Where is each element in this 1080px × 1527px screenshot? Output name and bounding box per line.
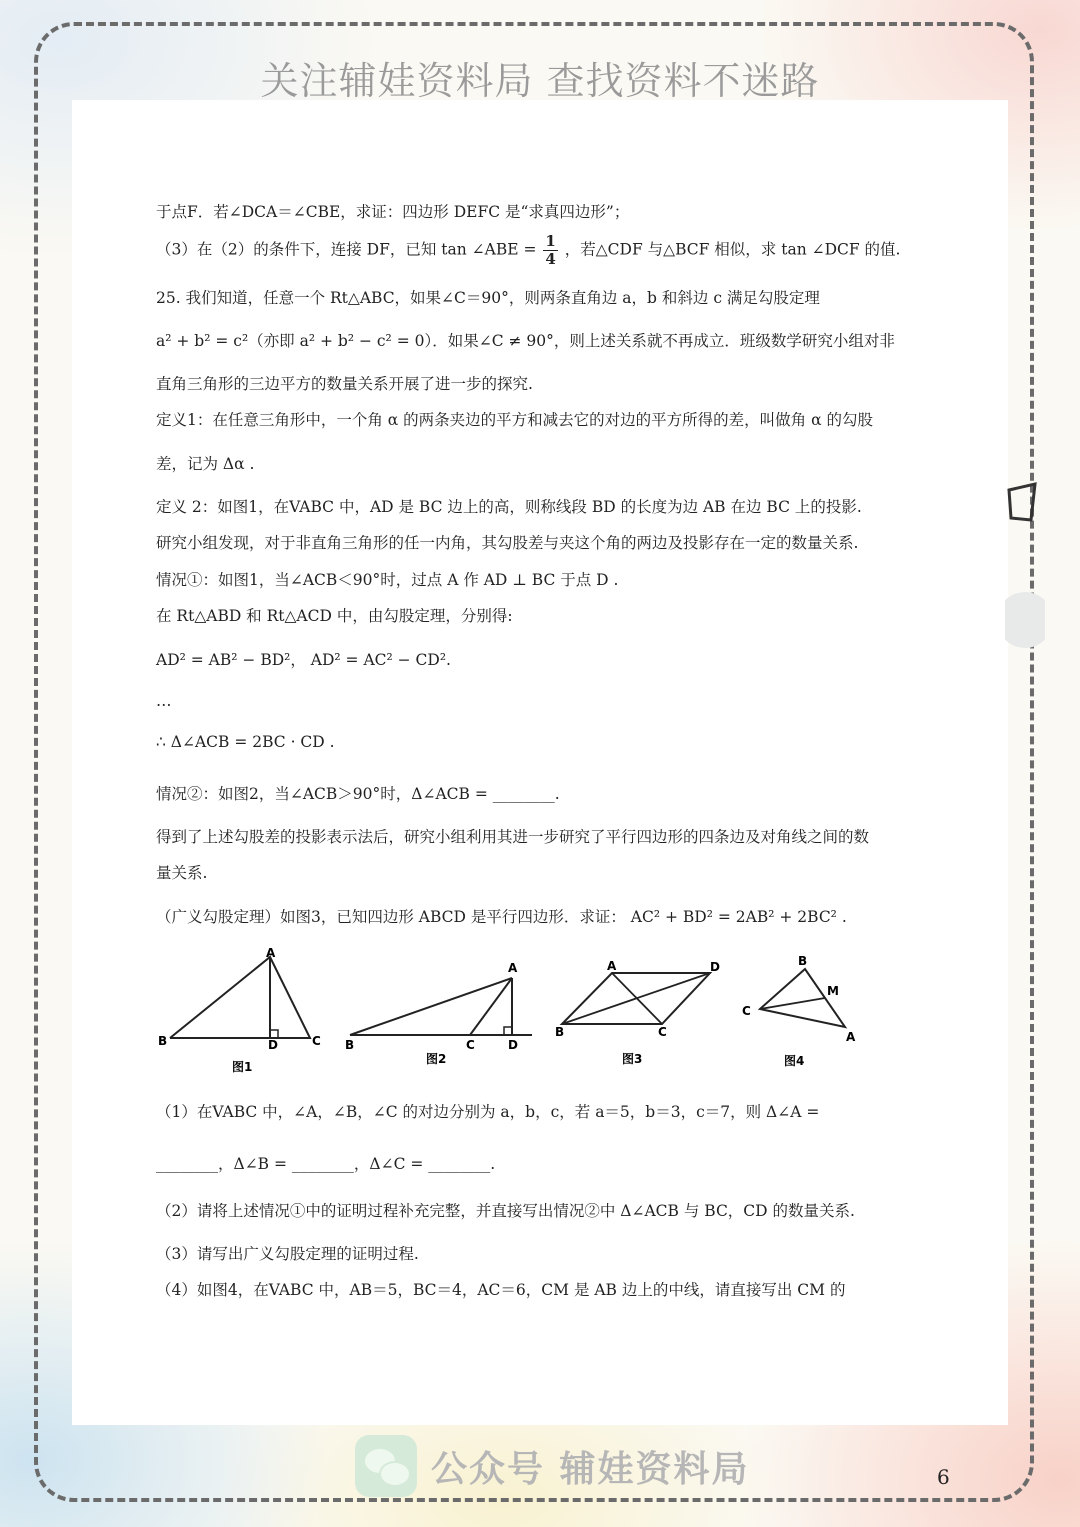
text-line: 得到了上述勾股差的投影表示法后，研究小组利用其进一步研究了平行四边形的四条边及对角线之间的数 <box>156 828 870 846</box>
fig2-label-c: C <box>466 1038 475 1052</box>
fraction <box>543 234 557 267</box>
equation-line: AD² = AB² − BD²， AD² = AC² − CD². <box>156 651 451 669</box>
fig2-caption: 图2 <box>426 1052 447 1066</box>
definition-1: 定义1：在任意三角形中，一个角 α 的两条夹边的平方和减去它的对边的平方所得的差，叫做角 α 的勾股 <box>156 411 874 429</box>
fig3-label-c: C <box>658 1025 667 1039</box>
figure-4 <box>742 954 856 1068</box>
fig1-label-d: D <box>268 1038 278 1052</box>
case-1: 情况①：如图1，当∠ACB＜90°时，过点 A 作 AD ⊥ BC 于点 D . <box>156 571 619 589</box>
subquestion-4: （4）如图4，在VABC 中，AB＝5，BC＝4，AC＝6，CM 是 AB 边上的中线，请直接写出 CM 的 <box>156 1281 846 1299</box>
subquestion-1-blanks: ________，Δ∠B = ________，Δ∠C = ________. <box>156 1155 496 1173</box>
fig4-label-a: A <box>846 1030 856 1044</box>
fig1-label-a: A <box>266 946 276 960</box>
subquestion-1: （1）在VABC 中，∠A，∠B，∠C 的对边分别为 a，b，c，若 a＝5，b＝3，c＝7，则 Δ∠A = <box>156 1103 820 1121</box>
definition-2: 定义 2：如图1，在VABC 中，AD 是 BC 边上的高，则称线段 BD 的长度为边 AB 在边 BC 上的投影. <box>156 498 862 516</box>
problem-25-intro: 25. 我们知道，任意一个 Rt△ABC，如果∠C＝90°，则两条直角边 a，b 和斜边 c 满足勾股定理 <box>156 289 820 307</box>
decorative-sticker <box>1005 480 1045 680</box>
fig3-caption: 图3 <box>622 1052 643 1066</box>
fig3-label-b: B <box>555 1025 565 1039</box>
question-3-text-a: （3）在（2）的条件下，连接 DF，已知 tan ∠ABE = <box>156 240 537 259</box>
footer-brand: 公众号 辅娃资料局 <box>431 1448 750 1490</box>
figure-2 <box>345 961 532 1066</box>
fig2-label-d: D <box>508 1038 518 1052</box>
fig3-label-a: A <box>607 959 617 973</box>
wechat-icon <box>355 1435 417 1497</box>
question-3-text-b: ，若△CDF 与△BCF 相似，求 tan ∠DCF 的值. <box>564 240 901 259</box>
figure-3 <box>555 959 720 1066</box>
ellipsis: … <box>156 692 172 710</box>
fig2-label-a: A <box>508 961 518 975</box>
fig2-label-b: B <box>345 1038 355 1052</box>
text-line: a² + b² = c²（亦即 a² + b² − c² = 0）．如果∠C ≠ 90°，则上述关系就不再成立．班级数学研究小组对非 <box>156 332 895 350</box>
figures <box>150 945 910 1080</box>
conclusion-line: ∴ Δ∠ACB = 2BC · CD . <box>156 733 335 751</box>
page-number: 6 <box>937 1465 950 1489</box>
fig3-label-d: D <box>710 960 720 974</box>
text-line: 研究小组发现，对于非直角三角形的任一内角，其勾股差与夹这个角的两边及投影存在一定的数量关系. <box>156 534 859 552</box>
question-3 <box>156 234 900 267</box>
fig4-label-b: B <box>798 954 808 968</box>
figure-1 <box>158 946 321 1074</box>
subquestion-3: （3）请写出广义勾股定理的证明过程. <box>156 1245 419 1263</box>
text-line: 直角三角形的三边平方的数量关系开展了进一步的探究. <box>156 375 533 393</box>
text-line: 量关系. <box>156 864 208 882</box>
fig1-label-b: B <box>158 1034 168 1048</box>
fraction-denominator: 4 <box>545 250 556 268</box>
fig4-caption: 图4 <box>784 1054 805 1068</box>
subquestion-2: （2）请将上述情况①中的证明过程补充完整，并直接写出情况②中 Δ∠ACB 与 BC，CD 的数量关系. <box>156 1202 855 1220</box>
case-2: 情况②：如图2，当∠ACB＞90°时，Δ∠ACB = ________. <box>156 785 560 803</box>
top-banner: 关注辅娃资料局 查找资料不迷路 <box>260 59 820 103</box>
fig4-label-m: M <box>827 984 839 998</box>
fraction-numerator: 1 <box>545 232 556 250</box>
fig4-label-c: C <box>742 1004 751 1018</box>
generalized-theorem: （广义勾股定理）如图3，已知四边形 ABCD 是平行四边形．求证： AC² + BD² = 2AB² + 2BC² . <box>156 908 847 926</box>
text-line: 差，记为 Δα . <box>156 455 255 473</box>
fig1-label-c: C <box>312 1034 321 1048</box>
text-line: 在 Rt△ABD 和 Rt△ACD 中，由勾股定理，分别得: <box>156 607 513 625</box>
text-line: 于点F．若∠DCA＝∠CBE，求证：四边形 DEFC 是“求真四边形”； <box>156 203 630 221</box>
footer-watermark <box>355 1435 750 1497</box>
fig1-caption: 图1 <box>232 1060 253 1074</box>
